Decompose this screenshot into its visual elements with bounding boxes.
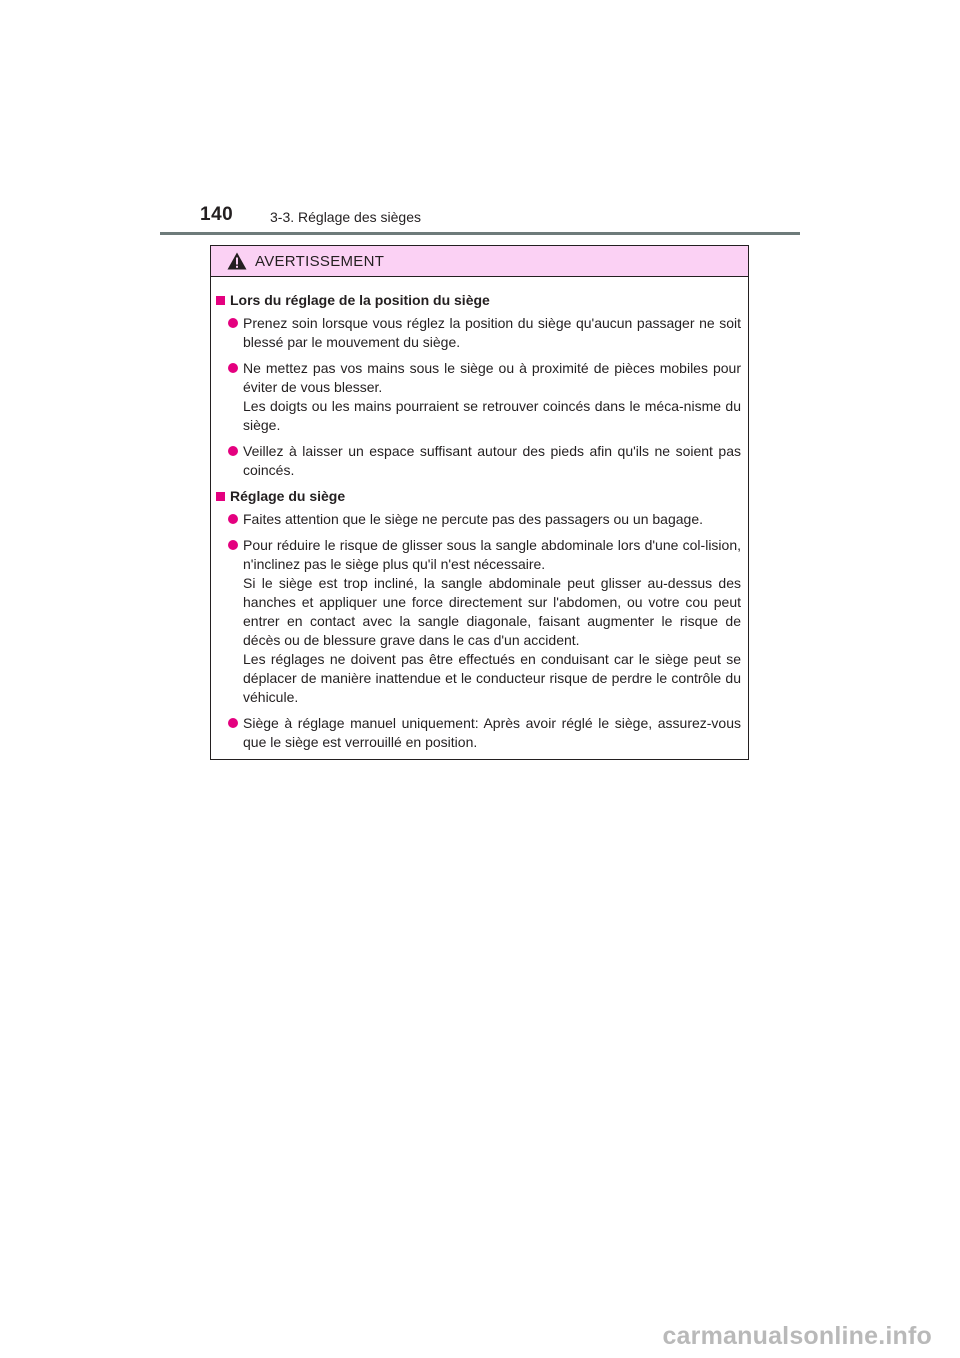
bullet-item [228,510,741,529]
circle-bullet-icon [228,514,238,524]
square-bullet-icon [216,492,225,501]
bullet-paragraph: Ne mettez pas vos mains sous le siège ou à proximité de pièces mobiles pour éviter de vous blesser. [243,360,741,395]
bullet-item [228,714,741,752]
bullet-paragraph: Pour réduire le risque de glisser sous la sangle abdominale lors d'une col-lision, n'inclinez pas le siège plus qu'il n'est nécessaire. [243,537,741,572]
bullet-item [228,314,741,352]
bullet-text [243,510,741,529]
bullet-paragraph: Les doigts ou les mains pourraient se retrouver coincés dans le méca-nisme du siège. [243,398,741,433]
bullet-paragraph: Faites attention que le siège ne percute pas des passagers ou un bagage. [243,511,703,527]
warning-triangle-icon [227,252,247,270]
section-heading [216,487,741,506]
watermark: carmanualsonline.info [662,1322,932,1350]
circle-bullet-icon [228,363,238,373]
bullet-text [243,359,741,435]
bullet-text [243,314,741,352]
circle-bullet-icon [228,446,238,456]
section-title: 3-3. Réglage des sièges [270,209,421,225]
page-header [0,0,960,240]
warning-box [210,245,749,760]
warning-section [216,291,741,480]
bullet-item [228,536,741,707]
bullet-paragraph: Prenez soin lorsque vous réglez la position du siège qu'aucun passager ne soit blessé par le mouvement du siège. [243,315,741,350]
bullet-text [243,442,741,480]
section-heading-text: Réglage du siège [230,488,346,504]
bullet-paragraph: Veillez à laisser un espace suffisant autour des pieds afin qu'ils ne soient pas coincés. [243,443,741,478]
circle-bullet-icon [228,540,238,550]
warning-body [211,277,748,752]
warning-section [216,487,741,752]
section-heading [216,291,741,310]
page-number: 140 [200,204,234,225]
square-bullet-icon [216,296,225,305]
circle-bullet-icon [228,718,238,728]
circle-bullet-icon [228,318,238,328]
bullet-item [228,442,741,480]
bullet-paragraph: Si le siège est trop incliné, la sangle abdominale peut glisser au-dessus des hanches et appliquer une force directement sur l'abdomen, ou votre cou peut entrer en contact avec la sangle diagonale, faisant augmenter le risque de décès ou de blessure grave dans le cas d'un accident. [243,575,741,648]
bullet-text [243,714,741,752]
bullet-text [243,536,741,707]
bullet-item [228,359,741,435]
warning-title: AVERTISSEMENT [255,253,385,270]
header-rule [160,232,800,235]
bullet-paragraph: Les réglages ne doivent pas être effectués en conduisant car le siège peut se déplacer de manière inattendue et le conducteur risque de perdre le contrôle du véhicule. [243,651,741,705]
bullet-paragraph: Siège à réglage manuel uniquement: Après avoir réglé le siège, assurez-vous que le siège est verrouillé en position. [243,715,741,750]
warning-header [211,246,748,277]
section-heading-text: Lors du réglage de la position du siège [230,292,490,308]
